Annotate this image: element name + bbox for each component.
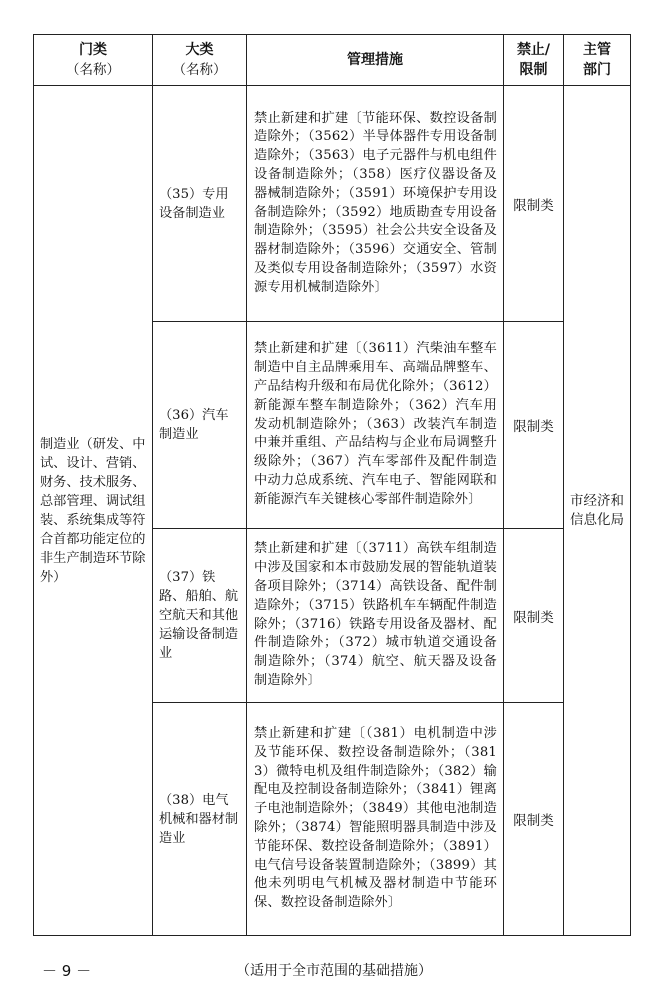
- header-prohibit-restrict: 禁止/ 限制: [504, 35, 564, 86]
- department-text: 市经济和信息化局: [570, 492, 624, 528]
- header-subcategory: 大类 （名称）: [153, 35, 247, 86]
- measure-cell: 禁止新建和扩建〔节能环保、数控设备制造除外；（3562）半导体器件专用设备制造除外；（3563）电子元器件与机电组件设备制造除外；（358）医疗仪器设备及器械制造除外；（3591）环境保护专用设备制造除外；（3592）地质勘查专用设备制造除外；（3595）社会公共安全设备及器材制造除外；（3596）交通安全、管制及类似专用设备制造除外；（3597）水资源专用机械制造除外〕: [247, 86, 504, 322]
- department-cell: [564, 86, 631, 936]
- table-row: [34, 86, 631, 322]
- subcategory-cell: （37）铁路、船舶、航空航天和其他运输设备制造业: [153, 529, 247, 703]
- category-cell: [34, 86, 153, 936]
- restriction-level: 限制类: [504, 703, 564, 936]
- footer-note: （适用于全市范围的基础措施）: [236, 963, 432, 979]
- header-measures: 管理措施: [247, 35, 504, 86]
- subcategory-cell: （38）电气机械和器材制造业: [153, 703, 247, 936]
- category-text: 制造业（研发、中试、设计、营销、财务、技术服务、总部管理、调试组装、系统集成等符合首都功能定位的非生产制造环节除外）: [40, 436, 146, 585]
- measure-cell: 禁止新建和扩建〔（381）电机制造中涉及节能环保、数控设备制造除外；（3813）微特电机及组件制造除外；（382）输配电及控制设备制造除外；（3841）锂离子电池制造除外；（3849）其他电池制造除外；（3874）智能照明器具制造中涉及节能环保、数控设备制造除外；（3891）电气信号设备装置制造除外；（3899）其他未列明电气机械及器材制造中节能环保、数控设备制造除外〕: [247, 703, 504, 936]
- restriction-level: 限制类: [504, 322, 564, 529]
- measure-cell: 禁止新建和扩建〔（3711）高铁车组制造中涉及国家和本市鼓励发展的智能轨道装备项目除外；（3714）高铁设备、配件制造除外；（3715）铁路机车车辆配件制造除外；（3716）铁路专用设备及器材、配件制造除外；（372）城市轨道交通设备制造除外；（374）航空、航天器及设备制造除外〕: [247, 529, 504, 703]
- table-header-row: [34, 35, 631, 86]
- header-category: 门类 （名称）: [34, 35, 153, 86]
- subcategory-cell: （35）专用设备制造业: [153, 86, 247, 322]
- measure-cell: 禁止新建和扩建〔（3611）汽柴油车整车制造中自主品牌乘用车、高端品牌整车、产品结构升级和布局优化除外；（3612）新能源车整车制造除外；（362）汽车用发动机制造除外；（363）改装汽车制造中兼并重组、产品结构与企业布局调整升级除外；（367）汽车零部件及配件制造中动力总成系统、汽车电子、智能网联和新能源汽车关键核心零部件制造除外〕: [247, 322, 504, 529]
- subcategory-cell: （36）汽车制造业: [153, 322, 247, 529]
- restriction-level: 限制类: [504, 529, 564, 703]
- page-number: － 9 －: [42, 962, 92, 980]
- measures-table: [33, 34, 631, 936]
- restriction-level: 限制类: [504, 86, 564, 322]
- header-department: 主管 部门: [564, 35, 631, 86]
